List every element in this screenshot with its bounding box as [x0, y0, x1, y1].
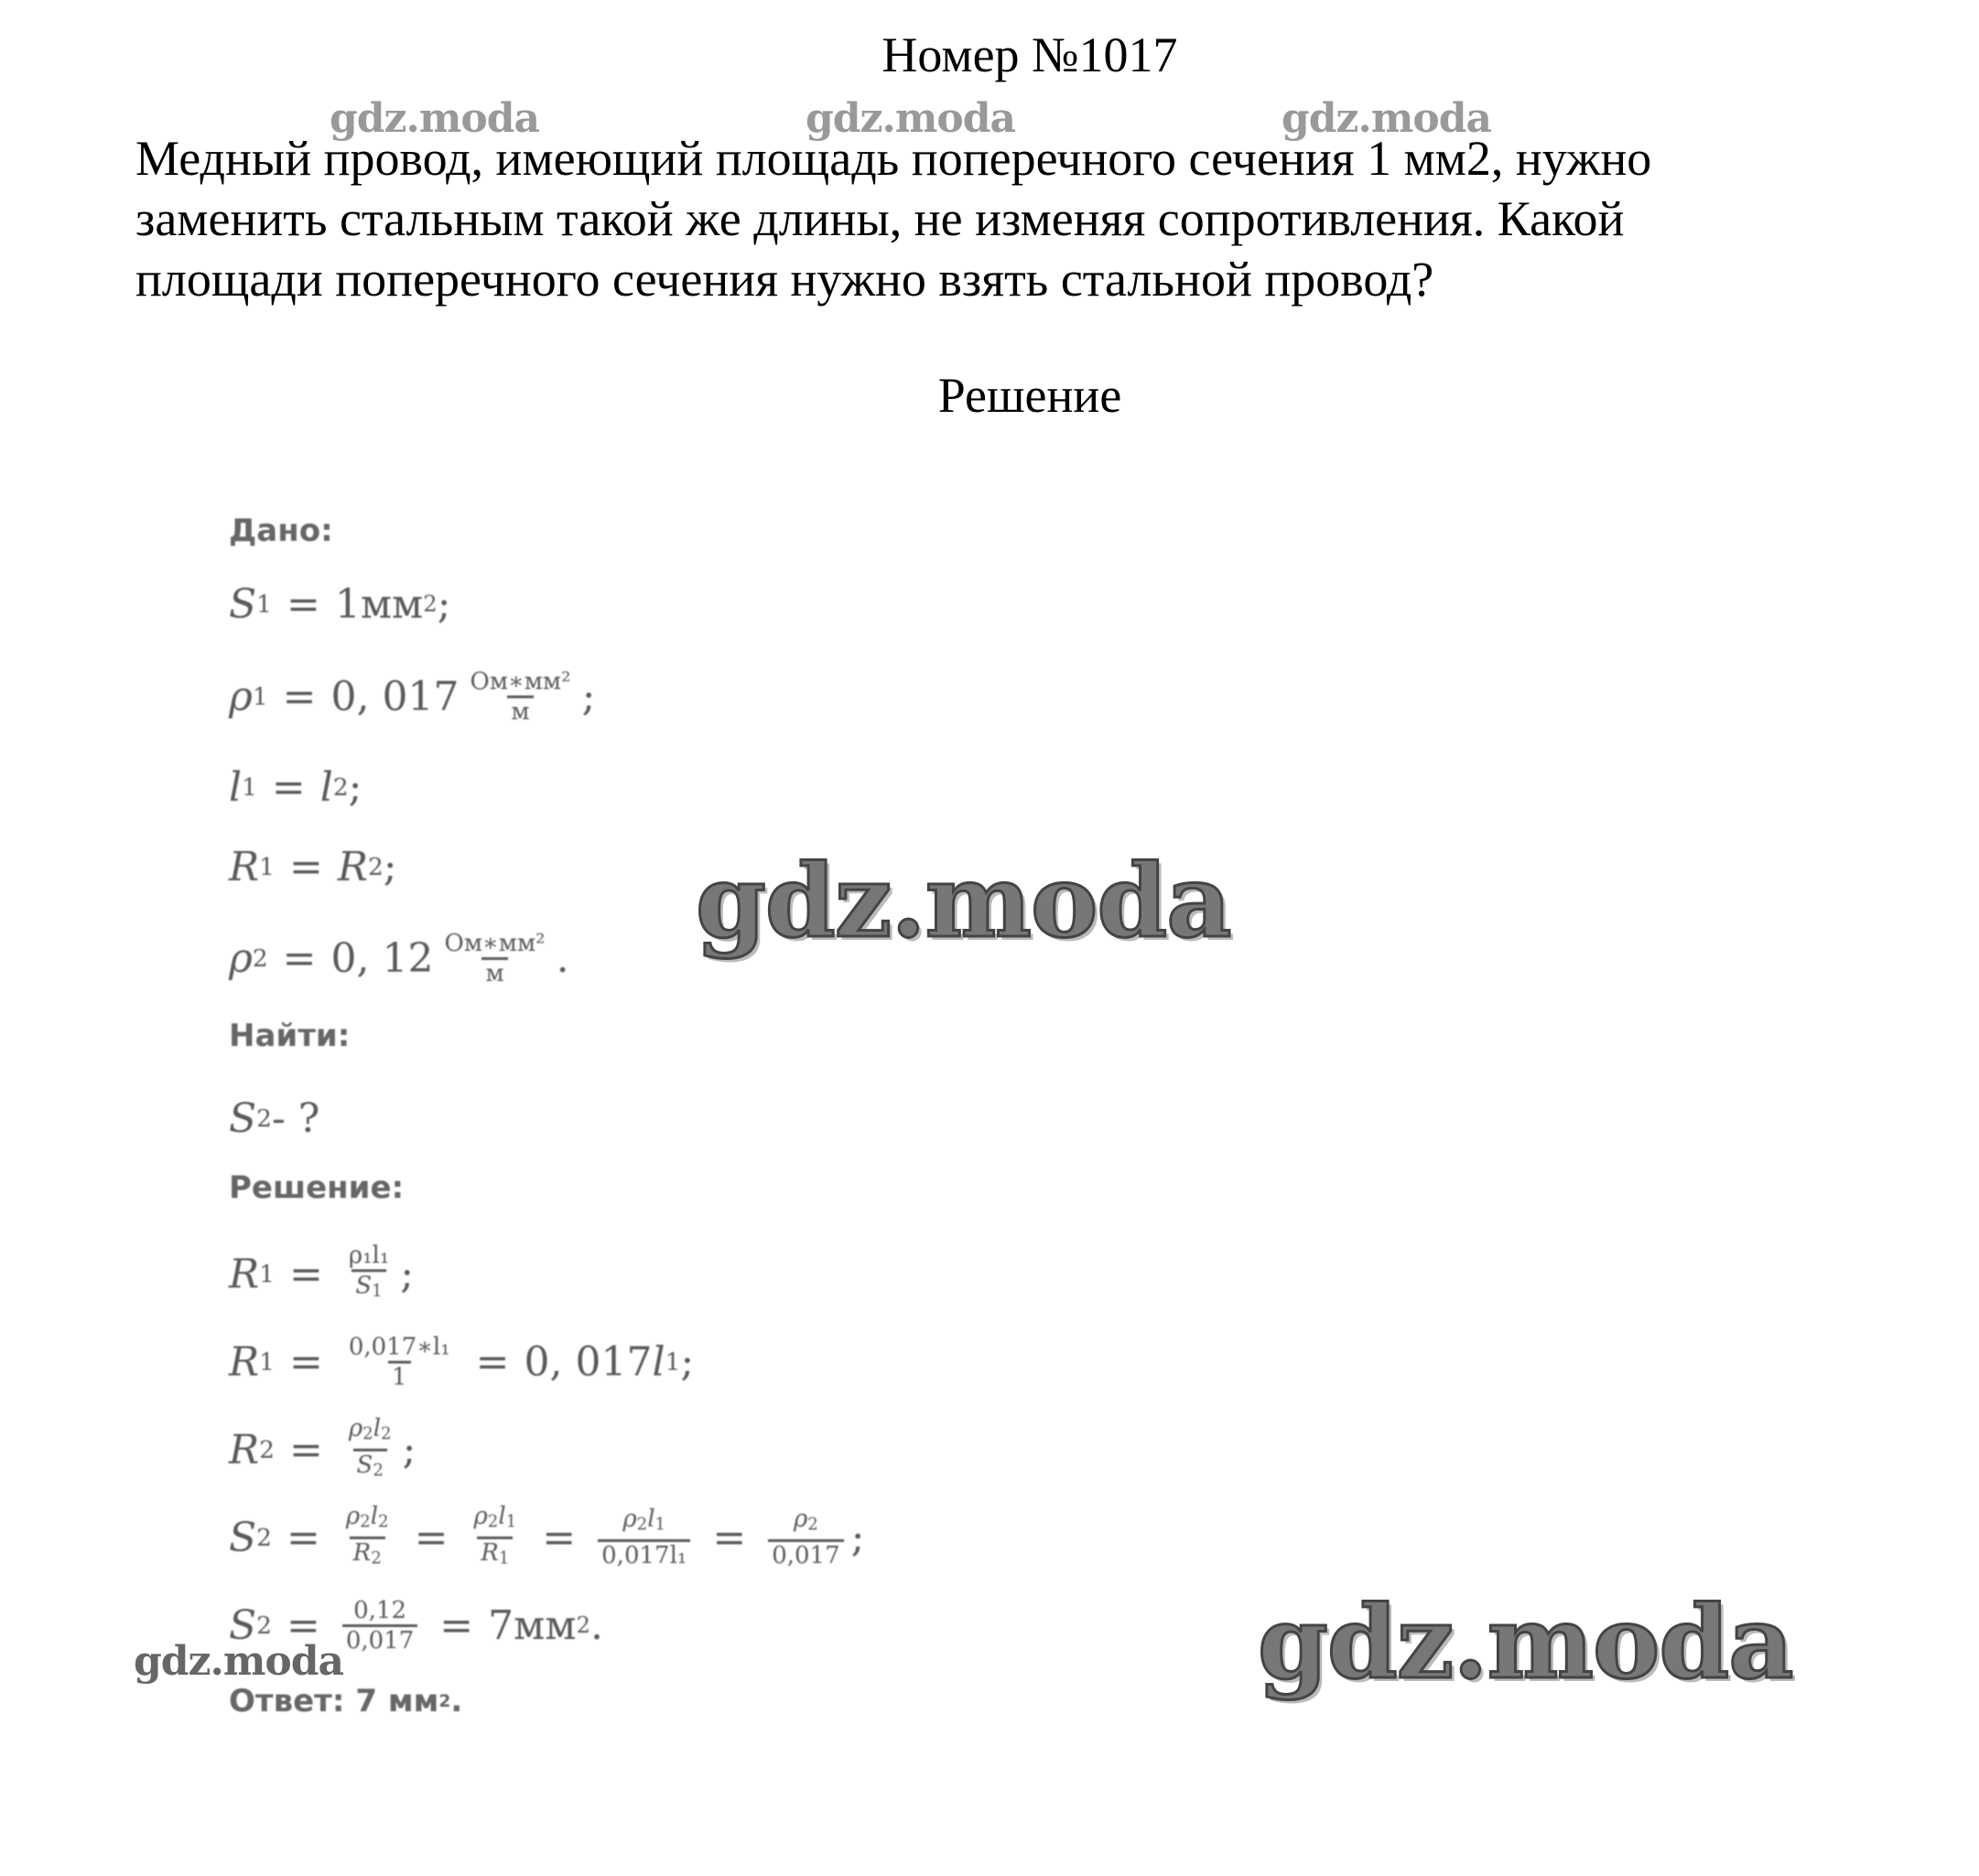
- find-label: Найти:: [229, 1018, 351, 1054]
- watermark: gdz.moda: [134, 1638, 344, 1685]
- page-title: Номер №1017: [881, 27, 1178, 82]
- watermark: gdz.moda: [1258, 1583, 1793, 1701]
- rho1-value: 0, 017: [330, 673, 460, 720]
- problem-text: [135, 128, 1875, 309]
- solution-block: [229, 512, 1053, 1733]
- watermark: gdz.moda: [1281, 95, 1492, 142]
- solution-label: Решение:: [229, 1170, 405, 1206]
- unit-fraction: $\frac{\text{Ом∗мм²}}{м}$: [444, 929, 546, 987]
- problem-line: заменить стальным такой же длины, не изменяя сопротивления. Какой: [135, 191, 1625, 246]
- problem-line: Медный провод, имеющий площадь поперечного сечения 1 мм2, нужно: [135, 131, 1652, 186]
- s1-value: 1мм: [334, 580, 424, 628]
- s2-result: S 2 = $\frac{0,12}{0,017}$ = 7мм 2 .: [229, 1596, 603, 1655]
- r2-formula: R 2 = $\frac{\rho_2l_2}{S_2}$ ;: [229, 1406, 1053, 1493]
- rho2-value: 0, 12: [330, 934, 434, 982]
- find-s2: S 2 - ?: [229, 1094, 320, 1142]
- answer: Ответ: 7 мм 2 .: [229, 1683, 463, 1720]
- r1-expanded: R 1 = $\frac{\text{0,017∗l₁}}{1}$ = 0, 017 l 1 ;: [229, 1332, 695, 1391]
- problem-line: площади поперечного сечения нужно взять стальной провод?: [135, 252, 1434, 307]
- s2-derivation: S 2 = $\frac{\rho_2l_2}{R_2}$ = $\frac{\rho_2l_1}{R_1}$ = $\frac{\rho_2l_1}{\text{0,017l₁}}$ = $\frac{\rho_2}{0,017}$ ;: [229, 1493, 1053, 1581]
- given-rho1: ρ 1 = 0, 017 $\frac{\text{Ом∗мм²}}{м}$ ;: [229, 667, 596, 726]
- r1-formula: R 1 = $\frac{\text{ρ₁l₁}}{S_1}$ ;: [229, 1230, 1053, 1318]
- given-label: Дано:: [229, 512, 333, 549]
- given-l: l 1 = l 2 ;: [229, 763, 362, 811]
- watermark: gdz.moda: [696, 842, 1231, 960]
- unit-fraction: $\frac{\text{Ом∗мм²}}{м}$: [470, 667, 571, 726]
- watermark: gdz.moda: [806, 95, 1016, 142]
- given-s1: S 1 = 1мм 2 ;: [229, 580, 451, 628]
- watermark: gdz.moda: [330, 95, 540, 142]
- given-r: R 1 = R 2 ;: [229, 843, 397, 890]
- solution-heading: Решение: [937, 368, 1122, 423]
- given-rho2: ρ 2 = 0, 12 $\frac{\text{Ом∗мм²}}{м}$ .: [229, 929, 569, 987]
